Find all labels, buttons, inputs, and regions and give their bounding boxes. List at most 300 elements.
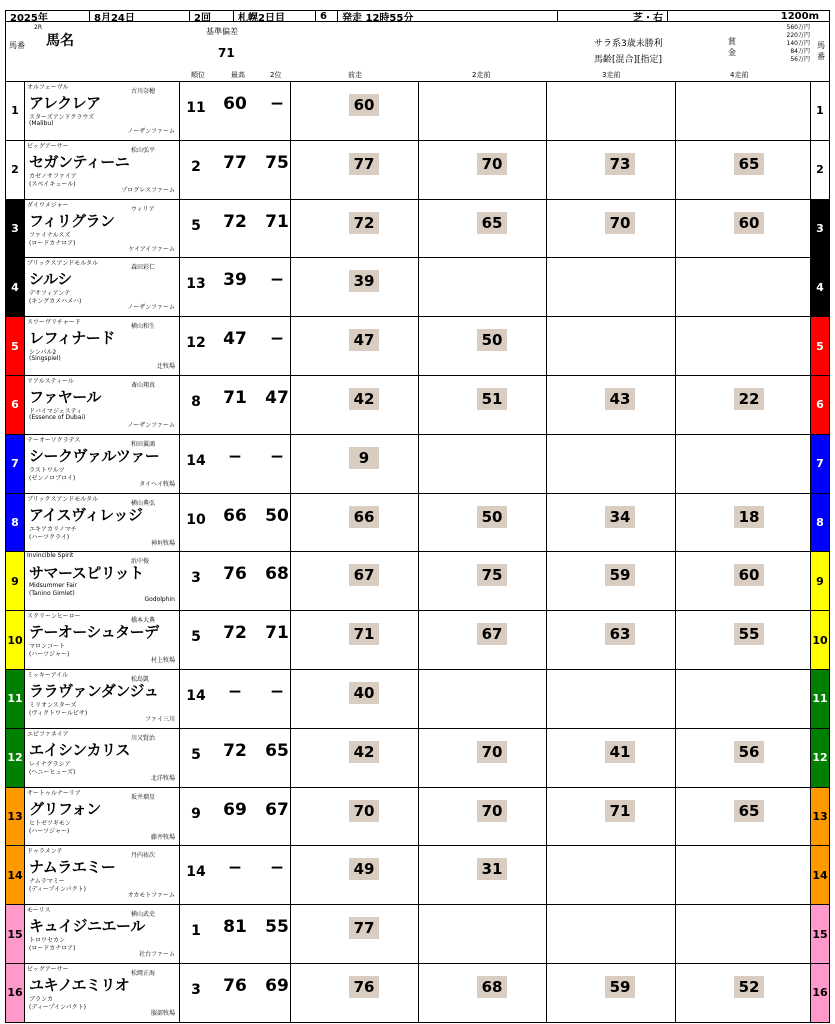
best-score: 47 — [223, 329, 247, 350]
prev-race-3 — [546, 258, 675, 316]
dam: ヒトゼツギモン — [29, 819, 71, 827]
breeder: 辻牧場 — [156, 363, 175, 371]
prev-race-4 — [675, 670, 810, 728]
sire: サートゥルナーリア — [27, 789, 81, 797]
breeder: ノーザンファーム — [127, 304, 175, 312]
prev-race-4 — [675, 376, 810, 434]
jockey: 古川奈穂 — [131, 88, 156, 95]
breeder: 藤井牧場 — [150, 833, 175, 841]
second-score: − — [269, 329, 285, 350]
rank: 14 — [186, 452, 206, 469]
second-score: 50 — [265, 505, 289, 526]
col-prev1: 前走 — [348, 71, 362, 79]
prev-score: 60 — [734, 212, 764, 234]
prize-4: 84万円 — [790, 48, 810, 55]
jockey: 和田翼鴻 — [131, 440, 156, 448]
horse-row[interactable] — [25, 788, 810, 847]
second-score: 67 — [265, 799, 289, 820]
year: 2025年 — [5, 10, 89, 22]
horse-info — [25, 552, 180, 610]
best-score: 71 — [223, 388, 247, 408]
distance: 1200m — [667, 10, 830, 22]
horse-name[interactable]: ナムラエミー — [29, 858, 116, 877]
dam-sire: (ハーツクライ) — [29, 533, 70, 541]
sire: リアルスティール — [27, 378, 74, 385]
horse-row[interactable] — [25, 494, 810, 553]
horse-info — [25, 611, 180, 669]
dam: ドバイマジェスティ — [29, 408, 83, 415]
date: 8月24日 — [89, 10, 189, 22]
prev-race-1 — [290, 788, 418, 846]
second-score: 65 — [265, 740, 289, 761]
jockey: 松岡正海 — [131, 970, 156, 977]
prize-2: 220万円 — [786, 32, 810, 39]
horse-row[interactable] — [25, 964, 810, 1023]
prev-race-3 — [546, 788, 675, 846]
best-score: 76 — [223, 564, 247, 585]
prev-race-3 — [546, 611, 675, 669]
prev-race-3 — [546, 435, 675, 493]
rank: 10 — [186, 511, 206, 528]
prev-race-1 — [290, 82, 418, 140]
dam: スターズアンドクラウズ — [29, 114, 95, 121]
sire: ビッグアーサー — [27, 142, 69, 150]
prev-race-2 — [418, 846, 546, 904]
horse-row[interactable] — [25, 435, 810, 494]
prev-score: 41 — [605, 741, 635, 763]
prev-race-2 — [418, 494, 546, 552]
horse-name[interactable]: ファヤール — [29, 388, 101, 406]
prev-score: 47 — [349, 329, 379, 351]
sire: オルフェーヴル — [27, 84, 69, 91]
prev-score: 66 — [349, 506, 379, 528]
prize-3: 140万円 — [786, 40, 810, 47]
jockey: 横山和生 — [131, 323, 156, 331]
prev-score: 50 — [477, 329, 507, 351]
prize-list — [766, 24, 810, 64]
horse-row[interactable] — [25, 141, 810, 200]
prev-race-2 — [418, 200, 546, 258]
breeder: ファイ三川 — [145, 716, 175, 723]
jockey: 斎山翔真 — [131, 382, 156, 389]
horse-info — [25, 82, 180, 140]
horse-name[interactable]: アイスヴィレッジ — [29, 505, 143, 524]
rank: 8 — [191, 394, 201, 410]
horse-row[interactable] — [25, 258, 810, 317]
prev-score: 67 — [349, 564, 379, 586]
horse-row[interactable] — [25, 846, 810, 905]
frame-number-left: 13 — [5, 788, 25, 847]
prev-race-4 — [675, 729, 810, 787]
jockey: 橋本大典 — [131, 617, 156, 625]
frame-number-left: 1 — [5, 82, 25, 141]
rank: 1 — [191, 923, 201, 940]
prev-race-4 — [675, 611, 810, 669]
prev-race-2 — [418, 317, 546, 375]
prev-race-4 — [675, 258, 810, 316]
prev-race-2 — [418, 258, 546, 316]
dam-sire: (ヴィクトワールピサ) — [29, 710, 88, 717]
rank: 5 — [191, 629, 201, 646]
second-score: 71 — [265, 211, 289, 232]
frame-number-left: 6 — [5, 376, 25, 435]
prev-race-1 — [290, 729, 418, 787]
base-value: 71 — [218, 46, 235, 60]
start-time: 発走 12時55分 — [337, 10, 557, 22]
sire: スクリーンヒーロー — [27, 613, 81, 621]
prev-score: 65 — [734, 153, 764, 175]
horse-name[interactable]: フィリグラン — [29, 211, 115, 230]
prev-score: 60 — [734, 564, 764, 586]
side-label-right: 馬番 — [817, 41, 825, 61]
col-rank: 順位 — [191, 71, 205, 79]
prev-score: 39 — [349, 270, 379, 292]
frame-number-right: 5 — [810, 317, 830, 376]
horse-info — [25, 141, 180, 199]
prev-race-4 — [675, 964, 810, 1022]
horse-row[interactable] — [25, 376, 810, 435]
best-score: 72 — [223, 740, 247, 761]
second-score: − — [269, 270, 285, 291]
prev-race-3 — [546, 200, 675, 258]
frame-number-left: 11 — [5, 670, 25, 729]
horse-name[interactable]: シークヴァルツァー — [29, 446, 160, 465]
dam: Midsummer Fair — [29, 582, 78, 590]
dam: ブランカ — [29, 996, 54, 1003]
horse-row[interactable] — [25, 82, 810, 141]
horse-row[interactable] — [25, 200, 810, 259]
prev-race-1 — [290, 435, 418, 493]
horse-row[interactable] — [25, 611, 810, 670]
dam-sire: (Essence of Dubai) — [29, 414, 86, 421]
second-score: − — [269, 446, 285, 467]
best-score: − — [227, 858, 243, 879]
horse-row[interactable] — [25, 670, 810, 729]
prev-race-3 — [546, 670, 675, 728]
prev-race-1 — [290, 964, 418, 1022]
prev-race-2 — [418, 552, 546, 610]
horse-info — [25, 494, 180, 552]
best-score: − — [227, 446, 243, 467]
dam: ファイナルスズ — [29, 231, 71, 239]
frame-number-right: 11 — [810, 670, 830, 729]
second-score: 68 — [265, 564, 289, 585]
frame-number-right: 16 — [810, 964, 830, 1023]
frame-number-left: 5 — [5, 317, 25, 376]
second-score: 71 — [265, 623, 289, 644]
breeder: ノーザンファーム — [127, 422, 175, 429]
prev-race-2 — [418, 82, 546, 140]
dam-sire: (ゼンノロブロイ) — [29, 474, 76, 482]
dam-sire: (ディープインパクト) — [29, 1004, 86, 1011]
prize-label: 賞金 — [728, 37, 736, 57]
prev-race-1 — [290, 494, 418, 552]
best-score: 81 — [223, 917, 247, 938]
frame-number-right: 12 — [810, 729, 830, 788]
prev-race-1 — [290, 846, 418, 904]
dam-sire: (ハーツジャー) — [29, 651, 70, 659]
prev-score: 71 — [349, 623, 379, 645]
second-score: 55 — [265, 917, 289, 938]
prev-race-4 — [675, 435, 810, 493]
dam: ナムラマミー — [29, 878, 65, 886]
prev-race-2 — [418, 729, 546, 787]
jockey: 横山典弘 — [131, 499, 156, 507]
rank: 12 — [186, 335, 206, 352]
base-label: 基準偏差 — [206, 27, 238, 36]
best-score: 39 — [223, 270, 247, 291]
best-score: 77 — [223, 152, 247, 173]
prev-race-4 — [675, 905, 810, 963]
jockey: ウィリア — [131, 205, 155, 213]
frame-number-right: 15 — [810, 905, 830, 964]
prev-score: 70 — [477, 741, 507, 763]
prev-score: 18 — [734, 506, 764, 528]
prev-score: 70 — [349, 800, 379, 822]
prev-race-4 — [675, 788, 810, 846]
dam-sire: (ヘニーヒューズ) — [29, 768, 76, 776]
horse-info — [25, 670, 180, 728]
prize-1: 560万円 — [786, 24, 810, 31]
prev-score: 71 — [605, 800, 635, 822]
horse-row[interactable] — [25, 552, 810, 611]
breeder: 北洋牧場 — [150, 774, 175, 782]
sire: スワーヴリチャード — [27, 319, 81, 327]
best-score: 66 — [223, 505, 247, 526]
col-prev3: 3走前 — [602, 71, 621, 79]
prev-race-3 — [546, 317, 675, 375]
prev-race-1 — [290, 376, 418, 434]
sire: エピファネイア — [27, 730, 69, 738]
jockey: 松山弘平 — [131, 146, 156, 154]
horse-label: 馬名 — [46, 33, 74, 49]
dam: シンパル2 — [29, 349, 57, 357]
prize-5: 56万円 — [790, 56, 810, 63]
horse-name[interactable]: エイシンカリス — [29, 740, 130, 759]
breeder: 社台ファーム — [139, 951, 175, 959]
dam: ユキアカリノマチ — [29, 525, 77, 533]
best-score: 72 — [223, 623, 247, 644]
horse-row[interactable] — [25, 317, 810, 376]
second-score: − — [269, 94, 285, 114]
prev-race-2 — [418, 611, 546, 669]
prev-score: 72 — [349, 212, 379, 234]
horse-row[interactable] — [25, 729, 810, 788]
dam: カゼノサファイア — [29, 172, 77, 180]
dam: レイナグラシア — [29, 760, 71, 768]
prev-race-4 — [675, 317, 810, 375]
sub-race: 2R — [34, 24, 42, 31]
sire: ミッキーアイル — [27, 672, 69, 679]
side-label-left: 馬番 — [9, 41, 25, 50]
breeder: オカモトファーム — [127, 892, 175, 900]
race-number: 6 — [315, 10, 337, 22]
horse-name[interactable]: サマースピリット — [29, 564, 144, 583]
horse-row[interactable] — [25, 905, 810, 964]
second-score: 47 — [265, 388, 289, 408]
horse-name[interactable]: テーオーシュターデ — [29, 623, 159, 642]
prev-score: 60 — [349, 94, 379, 116]
rank: 3 — [191, 982, 201, 998]
rank: 3 — [191, 570, 201, 587]
race-class: サラ系3歳未勝利 — [594, 39, 663, 49]
horse-name[interactable]: ララヴァンダンジュ — [29, 682, 159, 700]
horse-info — [25, 964, 180, 1022]
meet: 札幌2日目 — [233, 10, 315, 22]
prev-race-4 — [675, 200, 810, 258]
rank: 14 — [186, 864, 206, 881]
prev-score: 49 — [349, 858, 379, 880]
prev-score: 43 — [605, 388, 635, 410]
horse-name[interactable]: キュイジニエール — [29, 917, 145, 936]
prev-race-1 — [290, 611, 418, 669]
prev-score: 77 — [349, 153, 379, 175]
breeder: 村上牧場 — [150, 657, 175, 665]
horse-info — [25, 905, 180, 963]
sire: モーリス — [27, 907, 51, 915]
frame-number-left: 9 — [5, 552, 25, 611]
breeder: 服部牧場 — [150, 1010, 175, 1017]
rank: 11 — [186, 100, 206, 116]
col-prev4: 4走前 — [730, 71, 749, 79]
prev-race-2 — [418, 376, 546, 434]
jockey: 川又賢治 — [131, 734, 156, 742]
prev-race-3 — [546, 846, 675, 904]
sire: ドゥラメンテ — [27, 848, 63, 856]
horse-name[interactable]: ユキノエミリオ — [29, 976, 130, 994]
prev-race-4 — [675, 141, 810, 199]
dam-sire: (Tanino Gimlet) — [29, 590, 75, 598]
horse-info — [25, 200, 180, 258]
prev-score: 59 — [605, 564, 635, 586]
col-best: 最高 — [231, 71, 245, 79]
horse-info — [25, 376, 180, 434]
sire: ブリックスアンドモルタル — [27, 495, 98, 503]
prev-race-2 — [418, 141, 546, 199]
frame-number-right: 2 — [810, 141, 830, 200]
prev-race-1 — [290, 905, 418, 963]
prev-race-3 — [546, 376, 675, 434]
horse-name[interactable]: シルシ — [29, 270, 72, 289]
frame-number-right: 1 — [810, 82, 830, 141]
horse-name[interactable]: グリフォン — [29, 799, 101, 818]
prev-race-2 — [418, 788, 546, 846]
prev-score: 9 — [349, 447, 379, 469]
prev-score: 42 — [349, 388, 379, 410]
frame-number-right: 4 — [810, 258, 830, 317]
best-score: 69 — [223, 799, 247, 820]
prev-race-2 — [418, 435, 546, 493]
horse-name[interactable]: セガンティーニ — [29, 152, 130, 171]
breeder: プログレスファーム — [121, 186, 175, 194]
prev-race-3 — [546, 494, 675, 552]
prev-score: 31 — [477, 858, 507, 880]
second-score: 75 — [265, 152, 289, 173]
breeder: ケイアイファーム — [128, 245, 175, 253]
frame-number-left: 16 — [5, 964, 25, 1023]
dam: トロワセカン — [29, 937, 66, 945]
frame-number-left: 10 — [5, 611, 25, 670]
sire: Invincible Spirit — [27, 552, 74, 560]
frame-number-left: 4 — [5, 258, 25, 317]
jockey: 丹内祐次 — [131, 852, 156, 860]
rank: 9 — [191, 805, 201, 822]
breeder: Godolphin — [144, 596, 175, 604]
horse-name[interactable]: レフィナード — [29, 329, 115, 348]
horse-info — [25, 435, 180, 493]
jockey: 坂井瑠星 — [131, 793, 156, 801]
race-condition: 馬齢[混合][指定] — [594, 55, 663, 65]
dam: デサフィアンテ — [29, 290, 71, 298]
rank: 5 — [191, 217, 201, 234]
frame-number-left: 3 — [5, 200, 25, 259]
prev-score: 55 — [734, 623, 764, 645]
second-score: − — [269, 682, 285, 702]
prev-score: 52 — [734, 976, 764, 998]
dam-sire: (ロードカナロア) — [29, 239, 76, 247]
frame-number-left: 14 — [5, 846, 25, 905]
prev-score: 22 — [734, 388, 764, 410]
frame-number-right: 14 — [810, 846, 830, 905]
horse-info — [25, 788, 180, 846]
dam-sire: (スペイキュール) — [29, 180, 76, 188]
prev-score: 70 — [477, 153, 507, 175]
frame-number-right: 10 — [810, 611, 830, 670]
prev-race-1 — [290, 200, 418, 258]
prev-race-3 — [546, 141, 675, 199]
best-score: 60 — [223, 94, 247, 114]
prev-score: 76 — [349, 976, 379, 998]
breeder: 神垣牧場 — [150, 539, 175, 547]
sire: ビッグアーサー — [27, 966, 69, 973]
prev-race-4 — [675, 846, 810, 904]
dam-sire: (ハーツジャー) — [29, 827, 70, 835]
rank: 13 — [186, 276, 206, 293]
prev-score: 68 — [477, 976, 507, 998]
round: 2回 — [189, 10, 233, 22]
race-header — [5, 10, 830, 22]
prev-score: 70 — [605, 212, 635, 234]
horse-name[interactable]: アレクレア — [29, 94, 101, 112]
prev-score: 65 — [734, 800, 764, 822]
prev-score: 59 — [605, 976, 635, 998]
frame-number-left: 12 — [5, 729, 25, 788]
frame-number-right: 8 — [810, 494, 830, 553]
prev-score: 77 — [349, 917, 379, 939]
prev-race-3 — [546, 729, 675, 787]
dam-sire: (Malibu) — [29, 120, 54, 127]
prev-score: 34 — [605, 506, 635, 528]
prev-race-2 — [418, 905, 546, 963]
surface: 芝・右 — [557, 10, 667, 22]
prev-race-2 — [418, 964, 546, 1022]
horse-info — [25, 846, 180, 904]
frame-number-left: 7 — [5, 435, 25, 494]
dam-sire: (Singspiel) — [29, 355, 61, 363]
sire: テーオーソクラテス — [27, 436, 81, 444]
prev-score: 73 — [605, 153, 635, 175]
prev-race-3 — [546, 82, 675, 140]
frame-number-left: 8 — [5, 494, 25, 553]
dam: マロンコート — [29, 643, 66, 651]
prev-race-3 — [546, 905, 675, 963]
second-score: 69 — [265, 976, 289, 996]
prev-race-1 — [290, 670, 418, 728]
horse-info — [25, 317, 180, 375]
col-second: 2位 — [270, 71, 282, 79]
prev-race-4 — [675, 82, 810, 140]
jockey: 松島凱 — [131, 676, 150, 683]
